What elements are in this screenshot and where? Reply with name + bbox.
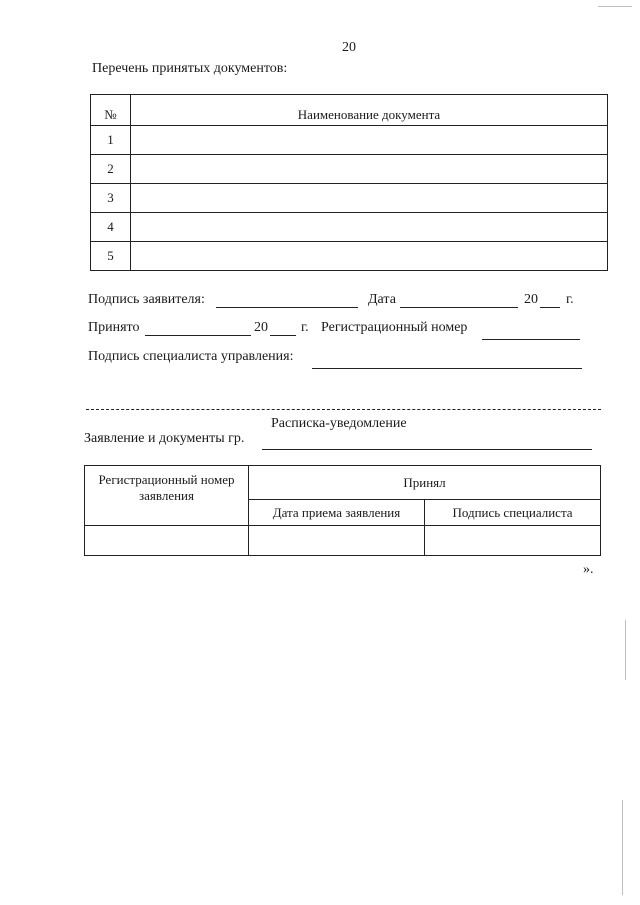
- accepted-date-field[interactable]: [145, 335, 251, 336]
- date-field[interactable]: [400, 307, 518, 308]
- cut-line: [86, 409, 601, 410]
- specialist-signature-label: Подпись специалиста управления:: [88, 349, 294, 364]
- table-row: [91, 155, 608, 184]
- registration-number-label: Регистрационный номер: [321, 320, 468, 335]
- table-row: [91, 184, 608, 213]
- date-year-prefix: 20: [524, 292, 538, 307]
- document-name-cell[interactable]: [131, 213, 608, 242]
- table-row: [91, 242, 608, 271]
- table-row: [85, 526, 601, 556]
- header-date: Дата приема заявления: [249, 500, 425, 526]
- header-accepted: Принял: [249, 466, 601, 500]
- date-year-suffix: г.: [566, 292, 574, 307]
- row-number: 4: [91, 213, 131, 242]
- specialist-signature-field[interactable]: [312, 368, 582, 369]
- date-year-field[interactable]: [540, 307, 560, 308]
- registration-number-field[interactable]: [482, 339, 580, 340]
- row-number: 3: [91, 184, 131, 213]
- row-number: 5: [91, 242, 131, 271]
- applicant-name-field[interactable]: [262, 449, 592, 450]
- date-label: Дата: [368, 292, 396, 307]
- documents-list-title: Перечень принятых документов:: [92, 61, 288, 76]
- header-registration-number: Регистрационный номер заявления: [85, 466, 249, 526]
- applicant-signature-label: Подпись заявителя:: [88, 292, 205, 307]
- table-row: [91, 213, 608, 242]
- row-number: 1: [91, 126, 131, 155]
- documents-table: [90, 94, 608, 271]
- specialist-signature-cell[interactable]: [425, 526, 601, 556]
- scan-edge-mark: [625, 620, 626, 680]
- document-name-cell[interactable]: [131, 184, 608, 213]
- applicant-signature-field[interactable]: [216, 307, 358, 308]
- header-specialist-signature: Подпись специалиста: [425, 500, 601, 526]
- statement-label: Заявление и документы гр.: [84, 431, 245, 446]
- document-name-cell[interactable]: [131, 126, 608, 155]
- document-name-cell[interactable]: [131, 155, 608, 184]
- receipt-header-row: [85, 466, 601, 500]
- registration-number-cell[interactable]: [85, 526, 249, 556]
- closing-mark: ».: [583, 562, 594, 577]
- header-number: №: [91, 95, 131, 126]
- table-row: [91, 126, 608, 155]
- row-number: 2: [91, 155, 131, 184]
- documents-table-header: [91, 95, 608, 126]
- scan-edge-mark: [598, 6, 632, 7]
- receipt-title: Расписка-уведомление: [271, 416, 407, 431]
- page-number: 20: [342, 40, 356, 55]
- accepted-year-prefix: 20: [254, 320, 268, 335]
- accepted-year-field[interactable]: [270, 335, 296, 336]
- accepted-year-suffix: г.: [301, 320, 309, 335]
- document-name-cell[interactable]: [131, 242, 608, 271]
- date-cell[interactable]: [249, 526, 425, 556]
- scan-edge-mark: [622, 800, 623, 895]
- accepted-label: Принято: [88, 320, 140, 335]
- header-document-name: Наименование документа: [131, 95, 608, 126]
- receipt-table: [84, 465, 601, 556]
